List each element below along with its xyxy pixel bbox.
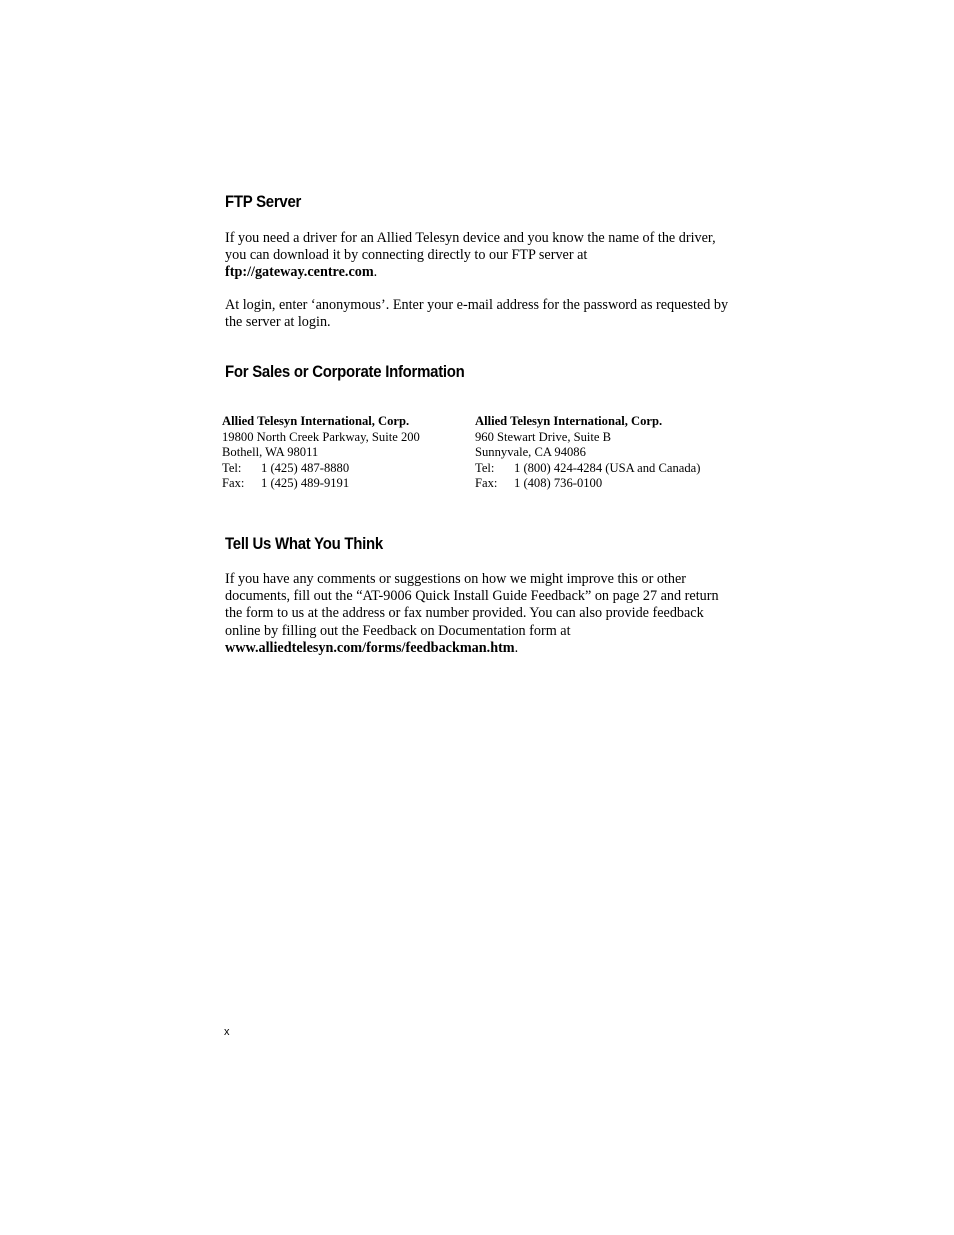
sales-heading: For Sales or Corporate Information bbox=[225, 362, 465, 381]
office-tel-line bbox=[475, 461, 700, 477]
tel-label: Tel: bbox=[222, 460, 242, 475]
fax-number: 1 (408) 736-0100 bbox=[514, 476, 603, 490]
feedback-heading: Tell Us What You Think bbox=[225, 534, 383, 553]
office-city: Sunnyvale, CA 94086 bbox=[475, 445, 586, 459]
ftp-paragraph-text: If you need a driver for an Allied Telesyn device and you know the name of the driver, you can download it by connecting directly to our FTP server at bbox=[225, 230, 716, 264]
ftp-paragraph bbox=[225, 230, 735, 282]
login-paragraph: At login, enter ‘anonymous’. Enter your e-mail address for the password as requested by the server at login. bbox=[225, 297, 729, 331]
office-city: Bothell, WA 98011 bbox=[222, 445, 319, 459]
ftp-server-address: ftp://gateway.centre.com bbox=[225, 264, 374, 281]
tel-number: 1 (800) 424-4284 (USA and Canada) bbox=[514, 460, 701, 475]
office-company: Allied Telesyn International, Corp. bbox=[222, 414, 410, 428]
feedback-paragraph-end: . bbox=[514, 639, 519, 656]
office-address-sunnyvale bbox=[475, 414, 700, 492]
fax-number: 1 (425) 489-9191 bbox=[261, 476, 350, 490]
fax-label: Fax: bbox=[475, 476, 498, 490]
office-fax-line bbox=[475, 476, 700, 492]
ftp-paragraph-end: . bbox=[373, 264, 378, 281]
office-tel-line bbox=[222, 461, 420, 477]
tel-number: 1 (425) 487-8880 bbox=[261, 460, 350, 475]
tel-label: Tel: bbox=[475, 460, 495, 475]
office-address-bothell bbox=[222, 414, 420, 492]
office-company: Allied Telesyn International, Corp. bbox=[475, 414, 663, 428]
office-fax-line bbox=[222, 476, 420, 492]
feedback-paragraph bbox=[225, 571, 735, 657]
feedback-paragraph-text: If you have any comments or suggestions on how we might improve this or other documents, fill out the “AT-9006 Quick Install Guide Feedback” on page 27 and return the form to us at the address or fax number provided. You can also provide feedback online by filling out the Feedback on Documentation form at bbox=[225, 571, 719, 639]
office-street: 960 Stewart Drive, Suite B bbox=[475, 429, 612, 444]
ftp-server-heading: FTP Server bbox=[225, 192, 302, 211]
office-street: 19800 North Creek Parkway, Suite 200 bbox=[222, 429, 420, 444]
page-number: x bbox=[224, 1026, 230, 1038]
feedback-url: www.alliedtelesyn.com/forms/feedbackman.htm bbox=[225, 639, 515, 656]
fax-label: Fax: bbox=[222, 476, 245, 490]
